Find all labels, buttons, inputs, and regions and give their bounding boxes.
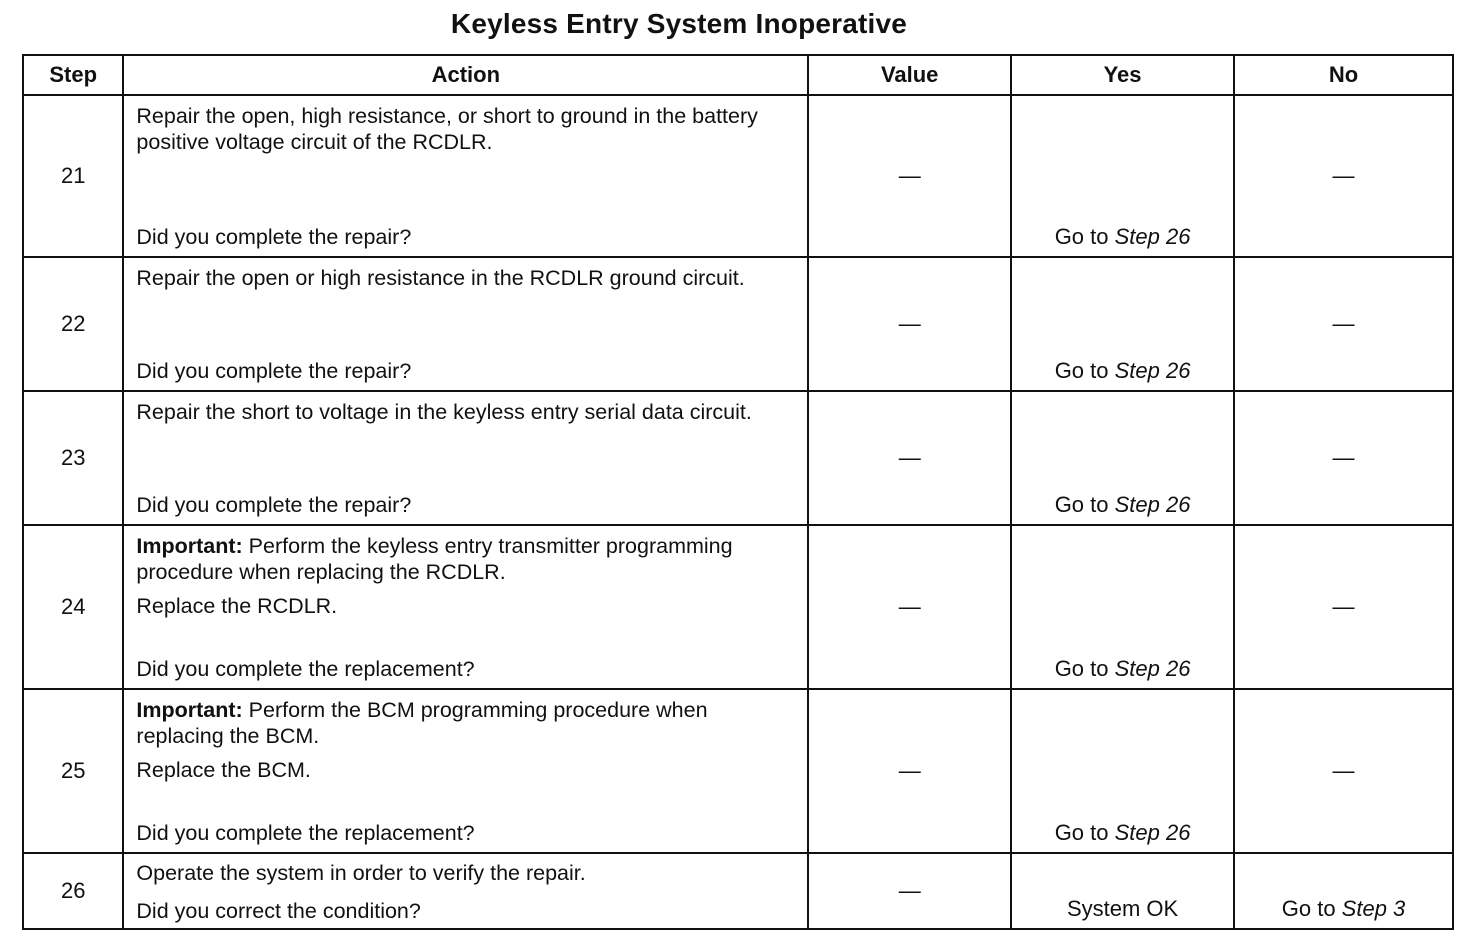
action-text: Repair the open, high resistance, or short to ground in the battery positive voltage circuit of the RCDLR. bbox=[136, 104, 758, 154]
yes-result: System OK bbox=[1066, 896, 1179, 921]
no-prefix: Go to bbox=[1281, 896, 1342, 921]
value-cell: — bbox=[808, 257, 1011, 391]
yes-prefix: Go to bbox=[1054, 820, 1115, 845]
action-text: Operate the system in order to verify the repair. bbox=[136, 861, 586, 885]
action-cell bbox=[123, 95, 808, 257]
yes-step-link: Step 26 bbox=[1114, 358, 1191, 383]
yes-cell bbox=[1011, 257, 1234, 391]
step-number: 25 bbox=[23, 689, 123, 853]
header-step: Step bbox=[23, 55, 123, 95]
yes-prefix: Go to bbox=[1054, 358, 1115, 383]
value-cell: — bbox=[808, 525, 1011, 689]
table-row bbox=[23, 257, 1453, 391]
important-label: Important: bbox=[136, 698, 243, 722]
table-row bbox=[23, 853, 1453, 929]
yes-prefix: Go to bbox=[1054, 492, 1115, 517]
important-note bbox=[136, 526, 793, 585]
yes-cell bbox=[1011, 95, 1234, 257]
yes-step-link: Step 26 bbox=[1114, 656, 1191, 681]
action-question: Did you complete the repair? bbox=[136, 493, 412, 517]
table-row bbox=[23, 95, 1453, 257]
yes-prefix: Go to bbox=[1054, 656, 1115, 681]
important-label: Important: bbox=[136, 534, 243, 558]
action-question: Did you correct the condition? bbox=[136, 899, 421, 923]
yes-cell bbox=[1011, 525, 1234, 689]
action-cell bbox=[123, 689, 808, 853]
table-row bbox=[23, 689, 1453, 853]
action-text: Repair the short to voltage in the keyless entry serial data circuit. bbox=[136, 400, 752, 424]
step-number: 23 bbox=[23, 391, 123, 525]
no-cell: — bbox=[1234, 257, 1453, 391]
no-cell: — bbox=[1234, 525, 1453, 689]
step-number: 24 bbox=[23, 525, 123, 689]
value-cell: — bbox=[808, 689, 1011, 853]
step-number: 22 bbox=[23, 257, 123, 391]
yes-cell bbox=[1011, 391, 1234, 525]
action-text: Replace the RCDLR. bbox=[136, 594, 338, 618]
header-yes: Yes bbox=[1011, 55, 1234, 95]
header-action: Action bbox=[123, 55, 808, 95]
diagnostic-table bbox=[22, 54, 1454, 930]
action-cell bbox=[123, 391, 808, 525]
no-cell: — bbox=[1234, 689, 1453, 853]
yes-prefix: Go to bbox=[1054, 224, 1115, 249]
action-question: Did you complete the repair? bbox=[136, 225, 412, 249]
action-question: Did you complete the replacement? bbox=[136, 821, 475, 845]
no-cell bbox=[1234, 853, 1453, 929]
step-number: 26 bbox=[23, 853, 123, 929]
yes-cell bbox=[1011, 853, 1234, 929]
no-cell: — bbox=[1234, 95, 1453, 257]
value-cell: — bbox=[808, 95, 1011, 257]
table-row bbox=[23, 525, 1453, 689]
step-number: 21 bbox=[23, 95, 123, 257]
action-question: Did you complete the repair? bbox=[136, 359, 412, 383]
page-title: Keyless Entry System Inoperative bbox=[450, 8, 908, 39]
header-no: No bbox=[1234, 55, 1453, 95]
important-note bbox=[136, 690, 793, 749]
no-cell: — bbox=[1234, 391, 1453, 525]
no-step-link: Step 3 bbox=[1341, 896, 1406, 921]
header-value: Value bbox=[808, 55, 1011, 95]
action-cell bbox=[123, 853, 808, 929]
action-text: Replace the BCM. bbox=[136, 758, 311, 782]
yes-step-link: Step 26 bbox=[1114, 820, 1191, 845]
header-row bbox=[23, 55, 1453, 95]
action-text: Repair the open or high resistance in the RCDLR ground circuit. bbox=[136, 266, 745, 290]
action-question: Did you complete the replacement? bbox=[136, 657, 475, 681]
value-cell: — bbox=[808, 391, 1011, 525]
yes-step-link: Step 26 bbox=[1114, 224, 1191, 249]
table-row bbox=[23, 391, 1453, 525]
yes-cell bbox=[1011, 689, 1234, 853]
yes-step-link: Step 26 bbox=[1114, 492, 1191, 517]
important-text: Perform the BCM programming procedure when replacing the BCM. bbox=[136, 698, 708, 748]
value-cell: — bbox=[808, 853, 1011, 929]
action-cell bbox=[123, 525, 808, 689]
important-text: Perform the keyless entry transmitter programming procedure when replacing the RCDLR. bbox=[136, 534, 733, 584]
action-cell bbox=[123, 257, 808, 391]
